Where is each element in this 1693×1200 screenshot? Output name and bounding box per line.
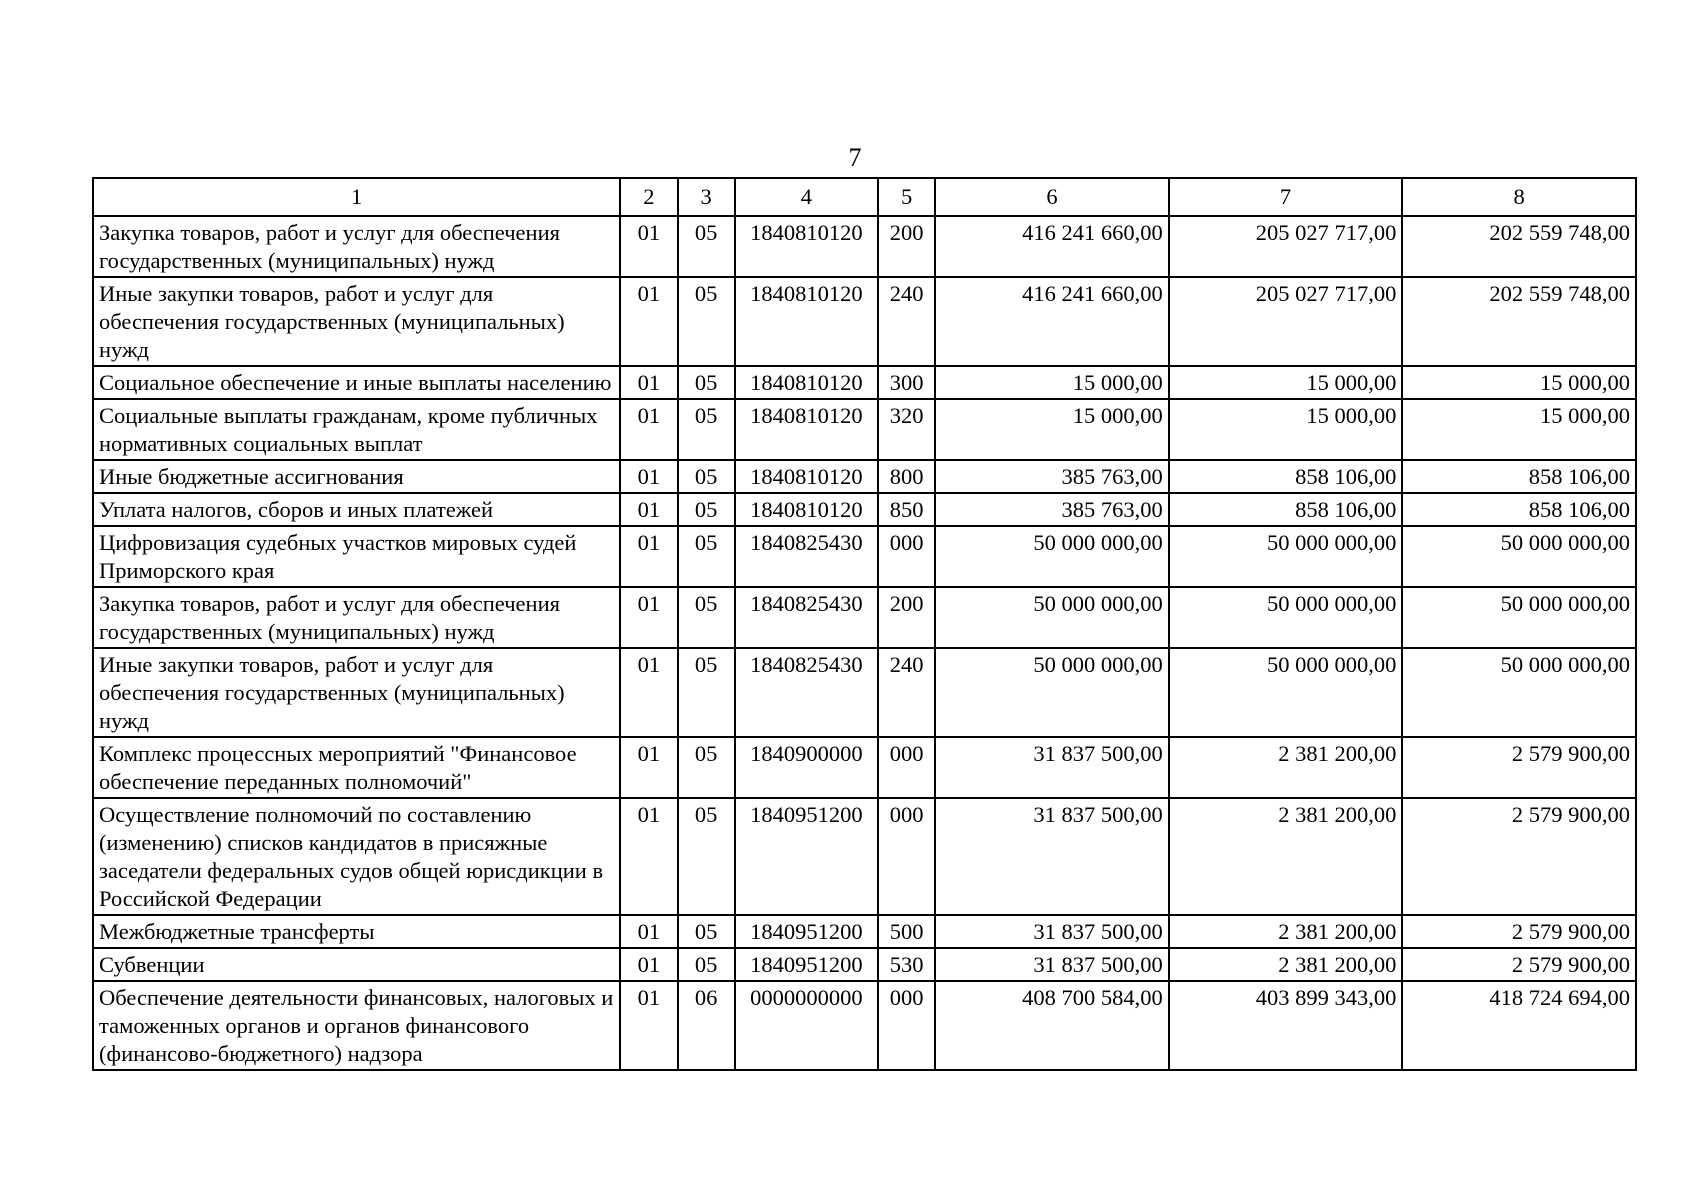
expense-type-code: 200 <box>878 587 935 648</box>
amount-col8: 2 579 900,00 <box>1402 798 1636 915</box>
table-row <box>93 216 1636 277</box>
amount-col7: 15 000,00 <box>1169 399 1403 460</box>
table-row <box>93 399 1636 460</box>
amount-col8: 2 579 900,00 <box>1402 948 1636 981</box>
target-article-code: 1840810120 <box>735 399 878 460</box>
target-article-code: 1840951200 <box>735 948 878 981</box>
table-row <box>93 981 1636 1070</box>
target-article-code: 1840825430 <box>735 526 878 587</box>
header-cell: 1 <box>93 178 620 216</box>
amount-col6: 31 837 500,00 <box>935 915 1169 948</box>
amount-col6: 31 837 500,00 <box>935 798 1169 915</box>
row-name: Обеспечение деятельности финансовых, налоговых и таможенных органов и органов финансового (финансово-бюджетного) надзора <box>93 981 620 1070</box>
row-name: Социальные выплаты гражданам, кроме публичных нормативных социальных выплат <box>93 399 620 460</box>
subsection-code: 05 <box>678 366 735 399</box>
amount-col6: 50 000 000,00 <box>935 648 1169 737</box>
header-cell: 7 <box>1169 178 1403 216</box>
subsection-code: 05 <box>678 399 735 460</box>
amount-col6: 31 837 500,00 <box>935 948 1169 981</box>
target-article-code: 1840810120 <box>735 460 878 493</box>
section-code: 01 <box>620 737 677 798</box>
expense-type-code: 000 <box>878 981 935 1070</box>
amount-col8: 50 000 000,00 <box>1402 526 1636 587</box>
target-article-code: 1840810120 <box>735 277 878 366</box>
amount-col7: 858 106,00 <box>1169 460 1403 493</box>
section-code: 01 <box>620 587 677 648</box>
table-row <box>93 948 1636 981</box>
table-row <box>93 526 1636 587</box>
amount-col8: 2 579 900,00 <box>1402 737 1636 798</box>
expense-type-code: 850 <box>878 493 935 526</box>
row-name: Цифровизация судебных участков мировых судей Приморского края <box>93 526 620 587</box>
header-cell: 4 <box>735 178 878 216</box>
amount-col8: 418 724 694,00 <box>1402 981 1636 1070</box>
subsection-code: 05 <box>678 915 735 948</box>
subsection-code: 05 <box>678 737 735 798</box>
amount-col6: 385 763,00 <box>935 493 1169 526</box>
amount-col8: 2 579 900,00 <box>1402 915 1636 948</box>
expense-type-code: 000 <box>878 737 935 798</box>
section-code: 01 <box>620 648 677 737</box>
amount-col8: 15 000,00 <box>1402 399 1636 460</box>
subsection-code: 05 <box>678 587 735 648</box>
expense-type-code: 320 <box>878 399 935 460</box>
row-name: Осуществление полномочий по составлению (изменению) списков кандидатов в присяжные заседатели федеральных судов общей юрисдикции в Российской Федерации <box>93 798 620 915</box>
header-cell: 2 <box>620 178 677 216</box>
section-code: 01 <box>620 399 677 460</box>
section-code: 01 <box>620 526 677 587</box>
subsection-code: 05 <box>678 216 735 277</box>
amount-col7: 2 381 200,00 <box>1169 915 1403 948</box>
section-code: 01 <box>620 460 677 493</box>
header-cell: 6 <box>935 178 1169 216</box>
amount-col6: 15 000,00 <box>935 366 1169 399</box>
amount-col6: 416 241 660,00 <box>935 277 1169 366</box>
expense-type-code: 000 <box>878 526 935 587</box>
page-number: 7 <box>848 143 862 172</box>
amount-col8: 50 000 000,00 <box>1402 587 1636 648</box>
header-cell: 8 <box>1402 178 1636 216</box>
amount-col8: 50 000 000,00 <box>1402 648 1636 737</box>
section-code: 01 <box>620 277 677 366</box>
amount-col7: 50 000 000,00 <box>1169 648 1403 737</box>
section-code: 01 <box>620 798 677 915</box>
amount-col8: 15 000,00 <box>1402 366 1636 399</box>
amount-col7: 403 899 343,00 <box>1169 981 1403 1070</box>
target-article-code: 1840825430 <box>735 587 878 648</box>
target-article-code: 1840810120 <box>735 366 878 399</box>
row-name: Иные бюджетные ассигнования <box>93 460 620 493</box>
section-code: 01 <box>620 915 677 948</box>
target-article-code: 0000000000 <box>735 981 878 1070</box>
amount-col7: 2 381 200,00 <box>1169 737 1403 798</box>
table-row <box>93 648 1636 737</box>
subsection-code: 05 <box>678 493 735 526</box>
target-article-code: 1840951200 <box>735 915 878 948</box>
expense-type-code: 500 <box>878 915 935 948</box>
amount-col6: 385 763,00 <box>935 460 1169 493</box>
subsection-code: 05 <box>678 526 735 587</box>
amount-col8: 858 106,00 <box>1402 460 1636 493</box>
amount-col6: 416 241 660,00 <box>935 216 1169 277</box>
amount-col8: 202 559 748,00 <box>1402 277 1636 366</box>
table-row <box>93 798 1636 915</box>
amount-col7: 50 000 000,00 <box>1169 526 1403 587</box>
table-row <box>93 366 1636 399</box>
row-name: Межбюджетные трансферты <box>93 915 620 948</box>
amount-col6: 31 837 500,00 <box>935 737 1169 798</box>
target-article-code: 1840825430 <box>735 648 878 737</box>
section-code: 01 <box>620 948 677 981</box>
amount-col6: 50 000 000,00 <box>935 526 1169 587</box>
amount-col6: 408 700 584,00 <box>935 981 1169 1070</box>
amount-col7: 50 000 000,00 <box>1169 587 1403 648</box>
section-code: 01 <box>620 981 677 1070</box>
expense-type-code: 000 <box>878 798 935 915</box>
subsection-code: 05 <box>678 460 735 493</box>
section-code: 01 <box>620 493 677 526</box>
row-name: Уплата налогов, сборов и иных платежей <box>93 493 620 526</box>
row-name: Субвенции <box>93 948 620 981</box>
expense-type-code: 800 <box>878 460 935 493</box>
table-row <box>93 737 1636 798</box>
amount-col7: 858 106,00 <box>1169 493 1403 526</box>
table-row <box>93 915 1636 948</box>
section-code: 01 <box>620 216 677 277</box>
expense-type-code: 530 <box>878 948 935 981</box>
target-article-code: 1840810120 <box>735 216 878 277</box>
table-row <box>93 587 1636 648</box>
target-article-code: 1840900000 <box>735 737 878 798</box>
amount-col6: 15 000,00 <box>935 399 1169 460</box>
expense-type-code: 200 <box>878 216 935 277</box>
target-article-code: 1840951200 <box>735 798 878 915</box>
table-row <box>93 460 1636 493</box>
amount-col8: 202 559 748,00 <box>1402 216 1636 277</box>
subsection-code: 05 <box>678 277 735 366</box>
expense-type-code: 300 <box>878 366 935 399</box>
row-name: Комплекс процессных мероприятий "Финансовое обеспечение переданных полномочий" <box>93 737 620 798</box>
expense-type-code: 240 <box>878 648 935 737</box>
row-name: Иные закупки товаров, работ и услуг для обеспечения государственных (муниципальных) нужд <box>93 277 620 366</box>
amount-col8: 858 106,00 <box>1402 493 1636 526</box>
header-cell: 3 <box>678 178 735 216</box>
subsection-code: 06 <box>678 981 735 1070</box>
table-row <box>93 493 1636 526</box>
amount-col7: 15 000,00 <box>1169 366 1403 399</box>
amount-col7: 2 381 200,00 <box>1169 798 1403 915</box>
row-name: Иные закупки товаров, работ и услуг для обеспечения государственных (муниципальных) нужд <box>93 648 620 737</box>
section-code: 01 <box>620 366 677 399</box>
row-name: Закупка товаров, работ и услуг для обеспечения государственных (муниципальных) нужд <box>93 216 620 277</box>
header-row <box>93 178 1636 216</box>
table-row <box>93 277 1636 366</box>
subsection-code: 05 <box>678 798 735 915</box>
amount-col7: 2 381 200,00 <box>1169 948 1403 981</box>
amount-col6: 50 000 000,00 <box>935 587 1169 648</box>
row-name: Закупка товаров, работ и услуг для обеспечения государственных (муниципальных) нужд <box>93 587 620 648</box>
header-cell: 5 <box>878 178 935 216</box>
row-name: Социальное обеспечение и иные выплаты населению <box>93 366 620 399</box>
amount-col7: 205 027 717,00 <box>1169 277 1403 366</box>
target-article-code: 1840810120 <box>735 493 878 526</box>
expense-type-code: 240 <box>878 277 935 366</box>
budget-table <box>92 177 1637 1071</box>
subsection-code: 05 <box>678 948 735 981</box>
amount-col7: 205 027 717,00 <box>1169 216 1403 277</box>
subsection-code: 05 <box>678 648 735 737</box>
